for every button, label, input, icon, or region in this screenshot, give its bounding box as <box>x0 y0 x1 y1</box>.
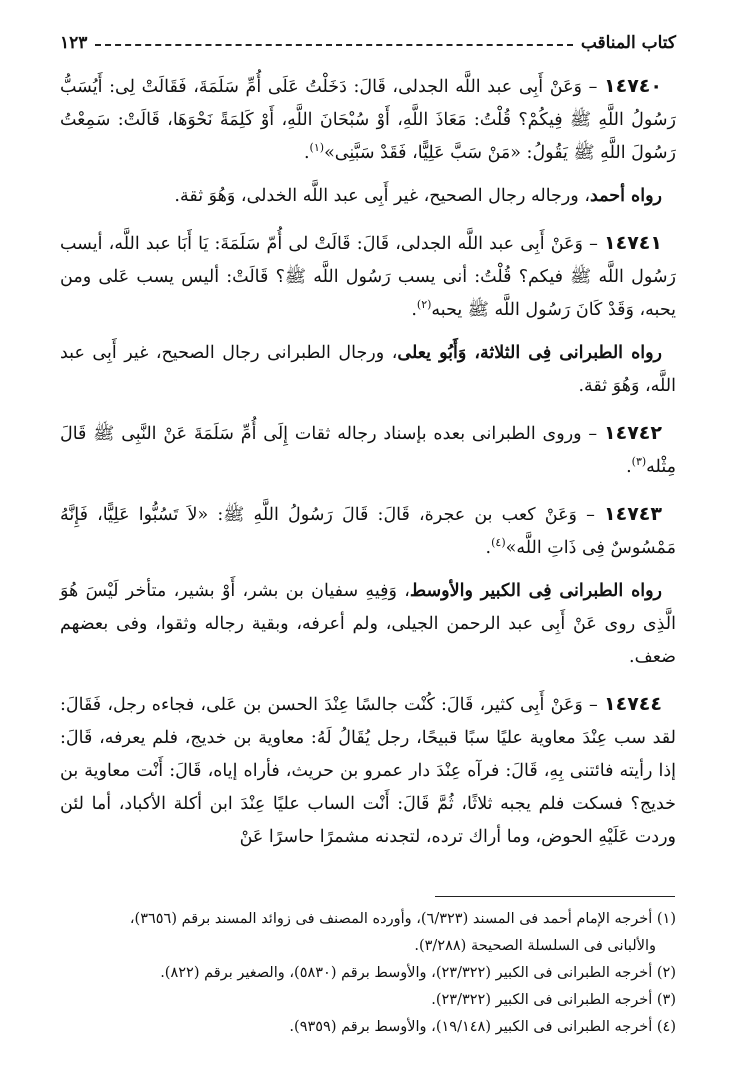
footnote-marker: (٣) <box>656 992 676 1008</box>
period: . <box>485 538 492 558</box>
period: . <box>626 457 632 477</box>
hadith-number: ١٤٧٤٢ <box>604 422 662 444</box>
source-label: رواه أحمد <box>589 186 662 206</box>
footnote-1 <box>100 906 676 933</box>
period: . <box>303 143 310 163</box>
hadith-text: – وروى الطبرانى بعده بإسناد رجاله ثقات إِلَى أُمِّ سَلَمَةَ عَنْ النَّبِى ﷺ قَالَ مِثْله <box>60 424 676 477</box>
footnote-ref[interactable]: (٢) <box>416 298 432 312</box>
footnote-separator <box>435 896 675 897</box>
hadith-number: ١٤٧٤١ <box>604 232 662 254</box>
grading-note <box>60 180 676 213</box>
hadith-number: ١٤٧٤٠ <box>604 75 662 97</box>
hadith-14742 <box>60 417 676 484</box>
note-text: ، وَفِيهِ سفيان بن بشر، أَوْ بشير، متأخر لَيْسَ هُوَ الَّذِى روى عَنْ أَبِى عبد الرحمن الجيلى، ولم أعرفه، وبقية رجاله وثقوا، وفى بعضهم ضعف. <box>60 581 676 667</box>
hadith-text: – وَعَنْ أَبِى عبد اللَّه الجدلى، قَالَ: دَخَلْتُ عَلَى أُمِّ سَلَمَةَ، فَقَالَتْ لِى: أَيُسَبُّ رَسُولُ اللَّهِ ﷺ فِيكُمْ؟ قُلْتُ: مَعَاذَ اللَّهِ، أَوْ سُبْحَانَ اللَّهِ، أَوْ كَلِمَةً نَحْوَهَا، قَالَتْ: سَمِعْتُ رَسُولَ اللَّهِ ﷺ يَقُولُ: «مَنْ سَبَّ عَلِيًّا، فَقَدْ سَبَّنِى» <box>60 77 676 163</box>
footnote-text: أخرجه الإمام أحمد فى المسند (٦/٣٢٣)، وأورده المصنف فى زوائد المسند برقم (٣٦٥٦)، <box>129 911 653 927</box>
footnote-3 <box>100 987 676 1014</box>
hadith-text: – وَعَنْ أَبِى عبد اللَّه الجدلى، قَالَ: قَالَتْ لى أُمّ سَلَمَةَ: يَا أَبَا عبد اللَّه، أيسب رَسُول اللَّه ﷺ فيكم؟ قُلْتُ: أنى يسب رَسُول اللَّه ﷺ؟ قَالَتْ: أليس يسب عَلى ومن يحبه، وَقَدْ كَانَ رَسُول اللَّه ﷺ يحبه <box>60 234 676 320</box>
hadith-text: – وَعَنْ أَبِى كثير، قَالَ: كُنْت جالسًا عِنْدَ الحسن بن عَلى، فجاءه رجل، فَقَالَ: لقد سب عِنْدَ معاوية عليًا سبًا قبيحًا، رجل يُقَالُ لَهُ: معاوية بن خديج، فلم يعرفه، قَالَ: إذا رأيته فائتنى بِهِ، قَالَ: فرآه عِنْدَ دار عمرو بن حريث، فأراه إياه، قَالَ: أَنْت معاوية بن خديج؟ فسكت فلم يجبه ثلاثًا، ثُمَّ قَالَ: أَنْت الساب عليًا عِنْدَ ابن أكلة الأكباد، أما لئن وردت عَلَيْهِ الحوض، وما أراك ترده، لتجدنه مشمرًا حاسرًا عَنْ <box>60 695 676 847</box>
footnote-text: أخرجه الطبرانى فى الكبير (١٩/١٤٨)، والأوسط برقم (٩٣٥٩). <box>289 1019 653 1035</box>
hadith-14744 <box>60 688 676 854</box>
grading-note <box>60 337 676 403</box>
footnote-marker: (٤) <box>656 1019 676 1035</box>
hadith-number: ١٤٧٤٣ <box>604 503 662 525</box>
footnote-ref[interactable]: (٣) <box>631 455 647 469</box>
footnote-4 <box>100 1014 676 1041</box>
footnote-marker: (٢) <box>656 965 676 981</box>
period: . <box>411 300 417 320</box>
book-title: كتاب المناقب <box>580 33 676 53</box>
note-text: ، ورجال الطبرانى رجال الصحيح، غير أَبِى عبد اللَّه، وَهُوَ ثقة. <box>60 343 676 396</box>
footnote-text: أخرجه الطبرانى فى الكبير (٢٣/٣٢٢). <box>431 992 653 1008</box>
note-text: ، ورجاله رجال الصحيح، غير أَبِى عبد اللَّه الخدلى، وَهُوَ ثقة. <box>174 186 590 206</box>
hadith-number: ١٤٧٤٤ <box>604 693 662 715</box>
page-body <box>60 30 676 854</box>
hadith-text: – وَعَنْ كعب بن عجرة، قَالَ: قَالَ رَسُولُ اللَّهِ ﷺ: «لاَ تَسُبُّوا عَلِيًّا، فَإِنَّهُ مَمْسُوسٌ فِى ذَاتِ اللَّه» <box>60 505 676 558</box>
hadith-14741 <box>60 227 676 327</box>
grading-note <box>60 575 676 674</box>
source-label: رواه الطبرانى فِى الكبير والأوسط <box>409 581 662 601</box>
footnote-text: أخرجه الطبرانى فى الكبير (٢٣/٣٢٢)، والأوسط برقم (٥٨٣٠)، والصغير برقم (٨٢٢). <box>160 965 653 981</box>
footnotes <box>100 906 676 1041</box>
footnote-1-continuation: والألبانى فى السلسلة الصحيحة (٣/٢٨٨). <box>414 938 656 954</box>
page-number: ١٢٣ <box>60 33 88 53</box>
hadith-14740 <box>60 70 676 170</box>
footnote-ref[interactable]: (٤) <box>491 536 506 550</box>
footnote-marker: (١) <box>656 911 676 927</box>
running-header <box>60 30 676 56</box>
source-label: رواه الطبرانى فِى الثلاثة، وَأَبُو يعلى <box>397 343 663 363</box>
header-rule <box>95 44 572 46</box>
footnote-2 <box>100 960 676 987</box>
hadith-14743 <box>60 498 676 565</box>
footnote-ref[interactable]: (١) <box>309 141 325 155</box>
